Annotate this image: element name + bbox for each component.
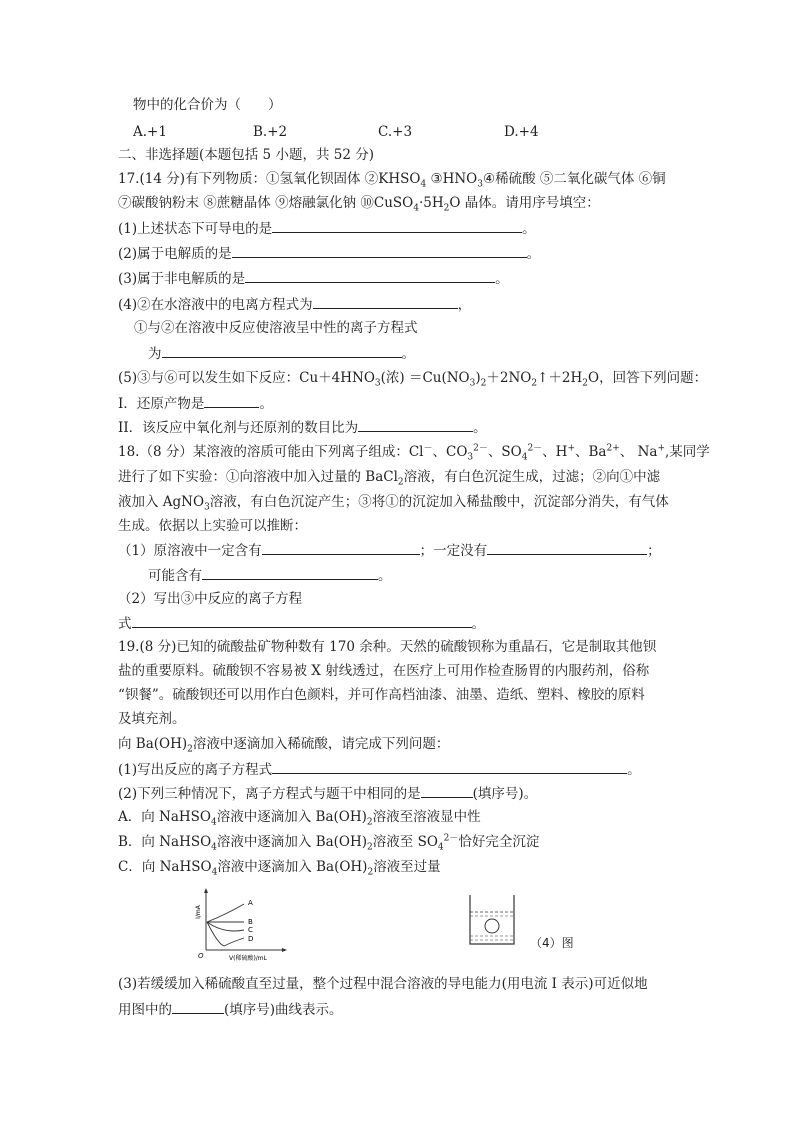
sub: 2 [187,744,193,755]
q19-sub2-label: (填序号)。 [472,786,538,802]
q18-text: 溶液，有白色沉淀产生；③将①的沉淀加入稀盐酸中，沉淀部分消失，有气体 [209,494,669,510]
answer-blank[interactable] [132,614,472,628]
sub: 2 [367,867,374,878]
q18-text: 溶液，有白色沉淀生成，过滤；②向①中滤 [403,469,661,485]
sup: 2－ [473,443,488,454]
q18-text: 、 Na [619,444,658,460]
q16-option-b: B.+2 [253,124,288,140]
q18-text: 、Ba [575,444,607,460]
y-axis-label: I/mA [195,905,202,919]
q19-option-a [118,808,481,826]
q18-text: 、SO [487,444,522,460]
q19-line5 [118,735,449,753]
period: 。 [522,221,536,237]
q19-line2: 盐的重要原料。硫酸钡不容易被 X 射线透过，在医疗上可用作检查肠胃的内服药剂，俗称 [118,663,650,679]
q19-text: A．向 NaHSO [118,809,211,825]
q17-intro-text: ④稀硫酸 ⑤二氧化碳气体 ⑥铜 [482,171,666,187]
q17-intro-line2 [118,194,600,212]
section2-title: 二、非选择题(本题包括 5 小题，共 52 分) [118,147,374,163]
q17-sub5 [118,369,707,387]
q17-sub5-i [118,394,273,413]
sub: 3 [204,502,210,513]
q19-sub3b [118,1000,343,1019]
q18-sub1b [148,566,392,585]
q18-sub2-label: 式 [118,616,132,632]
answer-blank[interactable] [262,541,420,555]
q17-intro-text: ③HNO [426,171,478,187]
q19-sub3-label: (填序号)曲线表示。 [224,1002,343,1018]
sub: 3 [477,179,483,190]
q19-line3: “钡餐”。硫酸钡还可以用作白色颜料，并可作高档油漆、油墨、造纸、塑料、橡胶的原料 [118,687,645,703]
q17-sub5-text: (5)③与⑥可以发生如下反应：Cu＋4HNO [118,370,375,386]
q16-option-a: A.+1 [133,124,167,140]
sub: 4 [437,842,444,853]
answer-blank[interactable] [272,760,627,774]
q18-line3 [118,493,669,511]
q19-text: 向 Ba(OH) [118,736,188,752]
q18-text: 18.（8 分）某溶液的溶质可能由下列离子组成：Cl [118,444,424,460]
q18-line4: 生成。依据以上实验可以推断： [118,518,307,534]
q17-sub3-label: (3)属于非电解质的是 [118,271,246,287]
period: 。 [495,271,509,287]
answer-blank[interactable] [421,784,473,798]
q18-text: ,某同学 [664,444,710,460]
q17-sub5-i-label: I．还原产物是 [118,396,205,412]
q19-sub2 [118,784,537,803]
period: 。 [401,346,415,362]
answer-blank[interactable] [232,244,527,258]
curve-a [207,904,244,922]
q19-text: 溶液至 SO [372,834,438,850]
y-axis-arrow [204,888,208,893]
q16-option-c: C.+3 [378,124,413,140]
sub: 4 [211,817,217,828]
sub: 4 [413,203,419,214]
origin-label: O [198,952,204,960]
beaker-figure [466,892,518,948]
q18-sub2b [118,614,485,633]
curve-c-label: C [248,926,253,934]
x-axis-label: V(稀硫酸)/mL [229,955,267,962]
q19-text: 溶液至溶液显中性 [372,809,481,825]
answer-blank[interactable] [172,1000,224,1014]
curve-c [207,922,244,931]
sup: + [657,443,665,454]
q17-intro-text: O 晶体。请用序号填空： [449,195,600,211]
q17-sub5-text: O，回答下列问题： [588,370,708,386]
q18-text: 液加入 AgNO [118,494,205,510]
period: 。 [378,568,392,584]
q19-text: 溶液中逐滴加入 Ba(OH) [217,859,368,875]
q17-sub4-label: (4)②在水溶液中的电离方程式为 [118,297,313,313]
sub: 2 [443,203,450,214]
sub: 2 [531,378,538,389]
q17-sub4c-label: 为 [148,346,162,362]
q17-sub5-text: (浓) ＝Cu(NO [380,370,470,386]
q18-sub1 [118,541,661,560]
q16-stem: 物中的化合价为（ ） [133,97,282,113]
answer-blank[interactable] [272,219,522,233]
answer-blank[interactable] [487,541,647,555]
x-axis-arrow [282,948,287,952]
sup: 2－ [443,833,459,844]
conductivity-graph [192,886,292,964]
q17-sub5-text: ＋2NO [486,370,532,386]
q18-sub2: （2）写出③中反应的离子方程 [118,591,303,607]
q19-text: 溶液中逐滴加入 Ba(OH) [216,834,368,850]
q18-line2 [118,468,660,486]
answer-blank[interactable] [204,394,259,408]
q16-options [133,123,539,141]
answer-blank[interactable] [202,566,378,580]
q19-text: 溶液至过量 [373,859,441,875]
q17-sub4b: ①与②在溶液中反应使溶液呈中性的离子方程式 [134,320,418,336]
q19-sub3-label: 用图中的 [118,1002,172,1018]
q19-text: C．向 NaHSO [118,859,212,875]
sub: 3 [469,378,476,389]
sub: 2 [397,477,404,488]
q19-option-b [118,833,539,851]
q19-sub3: (3)若缓缓加入稀硫酸直至过量，整个过程中混合溶液的导电能力(用电流 I 表示)可近似地 [118,976,648,992]
q17-sub1 [118,219,536,238]
q18-intro [118,443,710,461]
sup: 2－ [527,443,543,454]
q19-option-c [118,858,441,876]
sub: 3 [467,452,474,463]
q17-sub2-label: (2)属于电解质的是 [118,246,232,262]
q18-sub1-label: ；一定没有 [419,543,488,559]
sub: 2 [480,378,487,389]
comma: ， [457,297,472,313]
q19-text: 恰好完全沉淀 [458,834,540,850]
q19-text: 溶液中逐滴加入 Ba(OH) [216,809,367,825]
q18-text: 、H [542,444,568,460]
beaker-caption: （4）图 [530,936,574,950]
q16-option-d: D.+4 [504,124,539,140]
q17-intro-text: 17.(14 分)有下列物质：①氢氧化钡固体 ②KHSO [118,171,421,187]
q19-line4: 及填充剂。 [118,711,186,727]
sub: 4 [521,452,528,463]
sup: 2+ [606,443,620,454]
sup: － [423,443,433,454]
sub: 4 [211,867,218,878]
sub: 3 [374,378,381,389]
answer-blank[interactable] [358,418,473,432]
curve-a-label: A [248,899,253,907]
q19-sub2-label: (2)下列三种情况下，离子方程式与题干中相同的是 [118,786,421,802]
q17-sub4c [148,344,415,363]
curve-d-label: D [248,935,254,943]
period: 。 [473,420,487,436]
period: 。 [526,246,541,262]
q17-sub4 [118,295,471,314]
sub: 4 [211,842,217,853]
answer-blank[interactable] [313,295,458,309]
sub: 2 [367,842,373,853]
q17-sub5-ii-label: II．该反应中氧化剂与还原剂的数目比为 [118,420,359,436]
q17-intro [118,170,666,188]
q19-sub1-label: (1)写出反应的离子方程式 [118,762,273,778]
q17-intro-text: ·5H [418,195,444,211]
curve-b-label: B [248,918,253,926]
q19-text: B．向 NaHSO [118,834,212,850]
q19-line1: 19.(8 分)已知的硫酸盐矿物种数有 170 余种。天然的硫酸钡称为重晶石，它是制取其他钡 [118,639,657,655]
q18-text: 、CO [432,444,468,460]
sup: + [567,443,576,454]
sub: 4 [420,179,427,190]
q17-sub1-label: (1)上述状态下可导电的是 [118,221,273,237]
q17-sub5-text: ↑＋2H [537,370,583,386]
q19-sub1 [118,760,641,779]
q17-intro-text: ⑦碳酸钠粉末 ⑧蔗糖晶体 ⑨熔融氯化钠 ⑩CuSO [118,195,414,211]
period: 。 [471,616,485,632]
sub: 2 [582,378,589,389]
q17-sub2 [118,244,540,263]
q18-sub1-label: 可能含有 [148,568,202,584]
q17-sub5-text: ) [475,370,481,386]
q18-text: 进行了如下实验：①向溶液中加入过量的 BaCl [118,469,398,485]
q18-sub1-label: ； [647,543,661,559]
ball [485,919,499,933]
answer-blank[interactable] [245,269,495,283]
q17-sub5-ii [118,418,487,437]
answer-blank[interactable] [162,344,402,358]
q17-sub3 [118,269,509,288]
q18-sub1-label: （1）原溶液中一定含有 [118,543,262,559]
q19-text: 溶液中逐滴加入稀硫酸，请完成下列问题： [192,736,450,752]
period: 。 [627,762,641,778]
period: 。 [259,396,273,412]
sub: 2 [366,817,373,828]
